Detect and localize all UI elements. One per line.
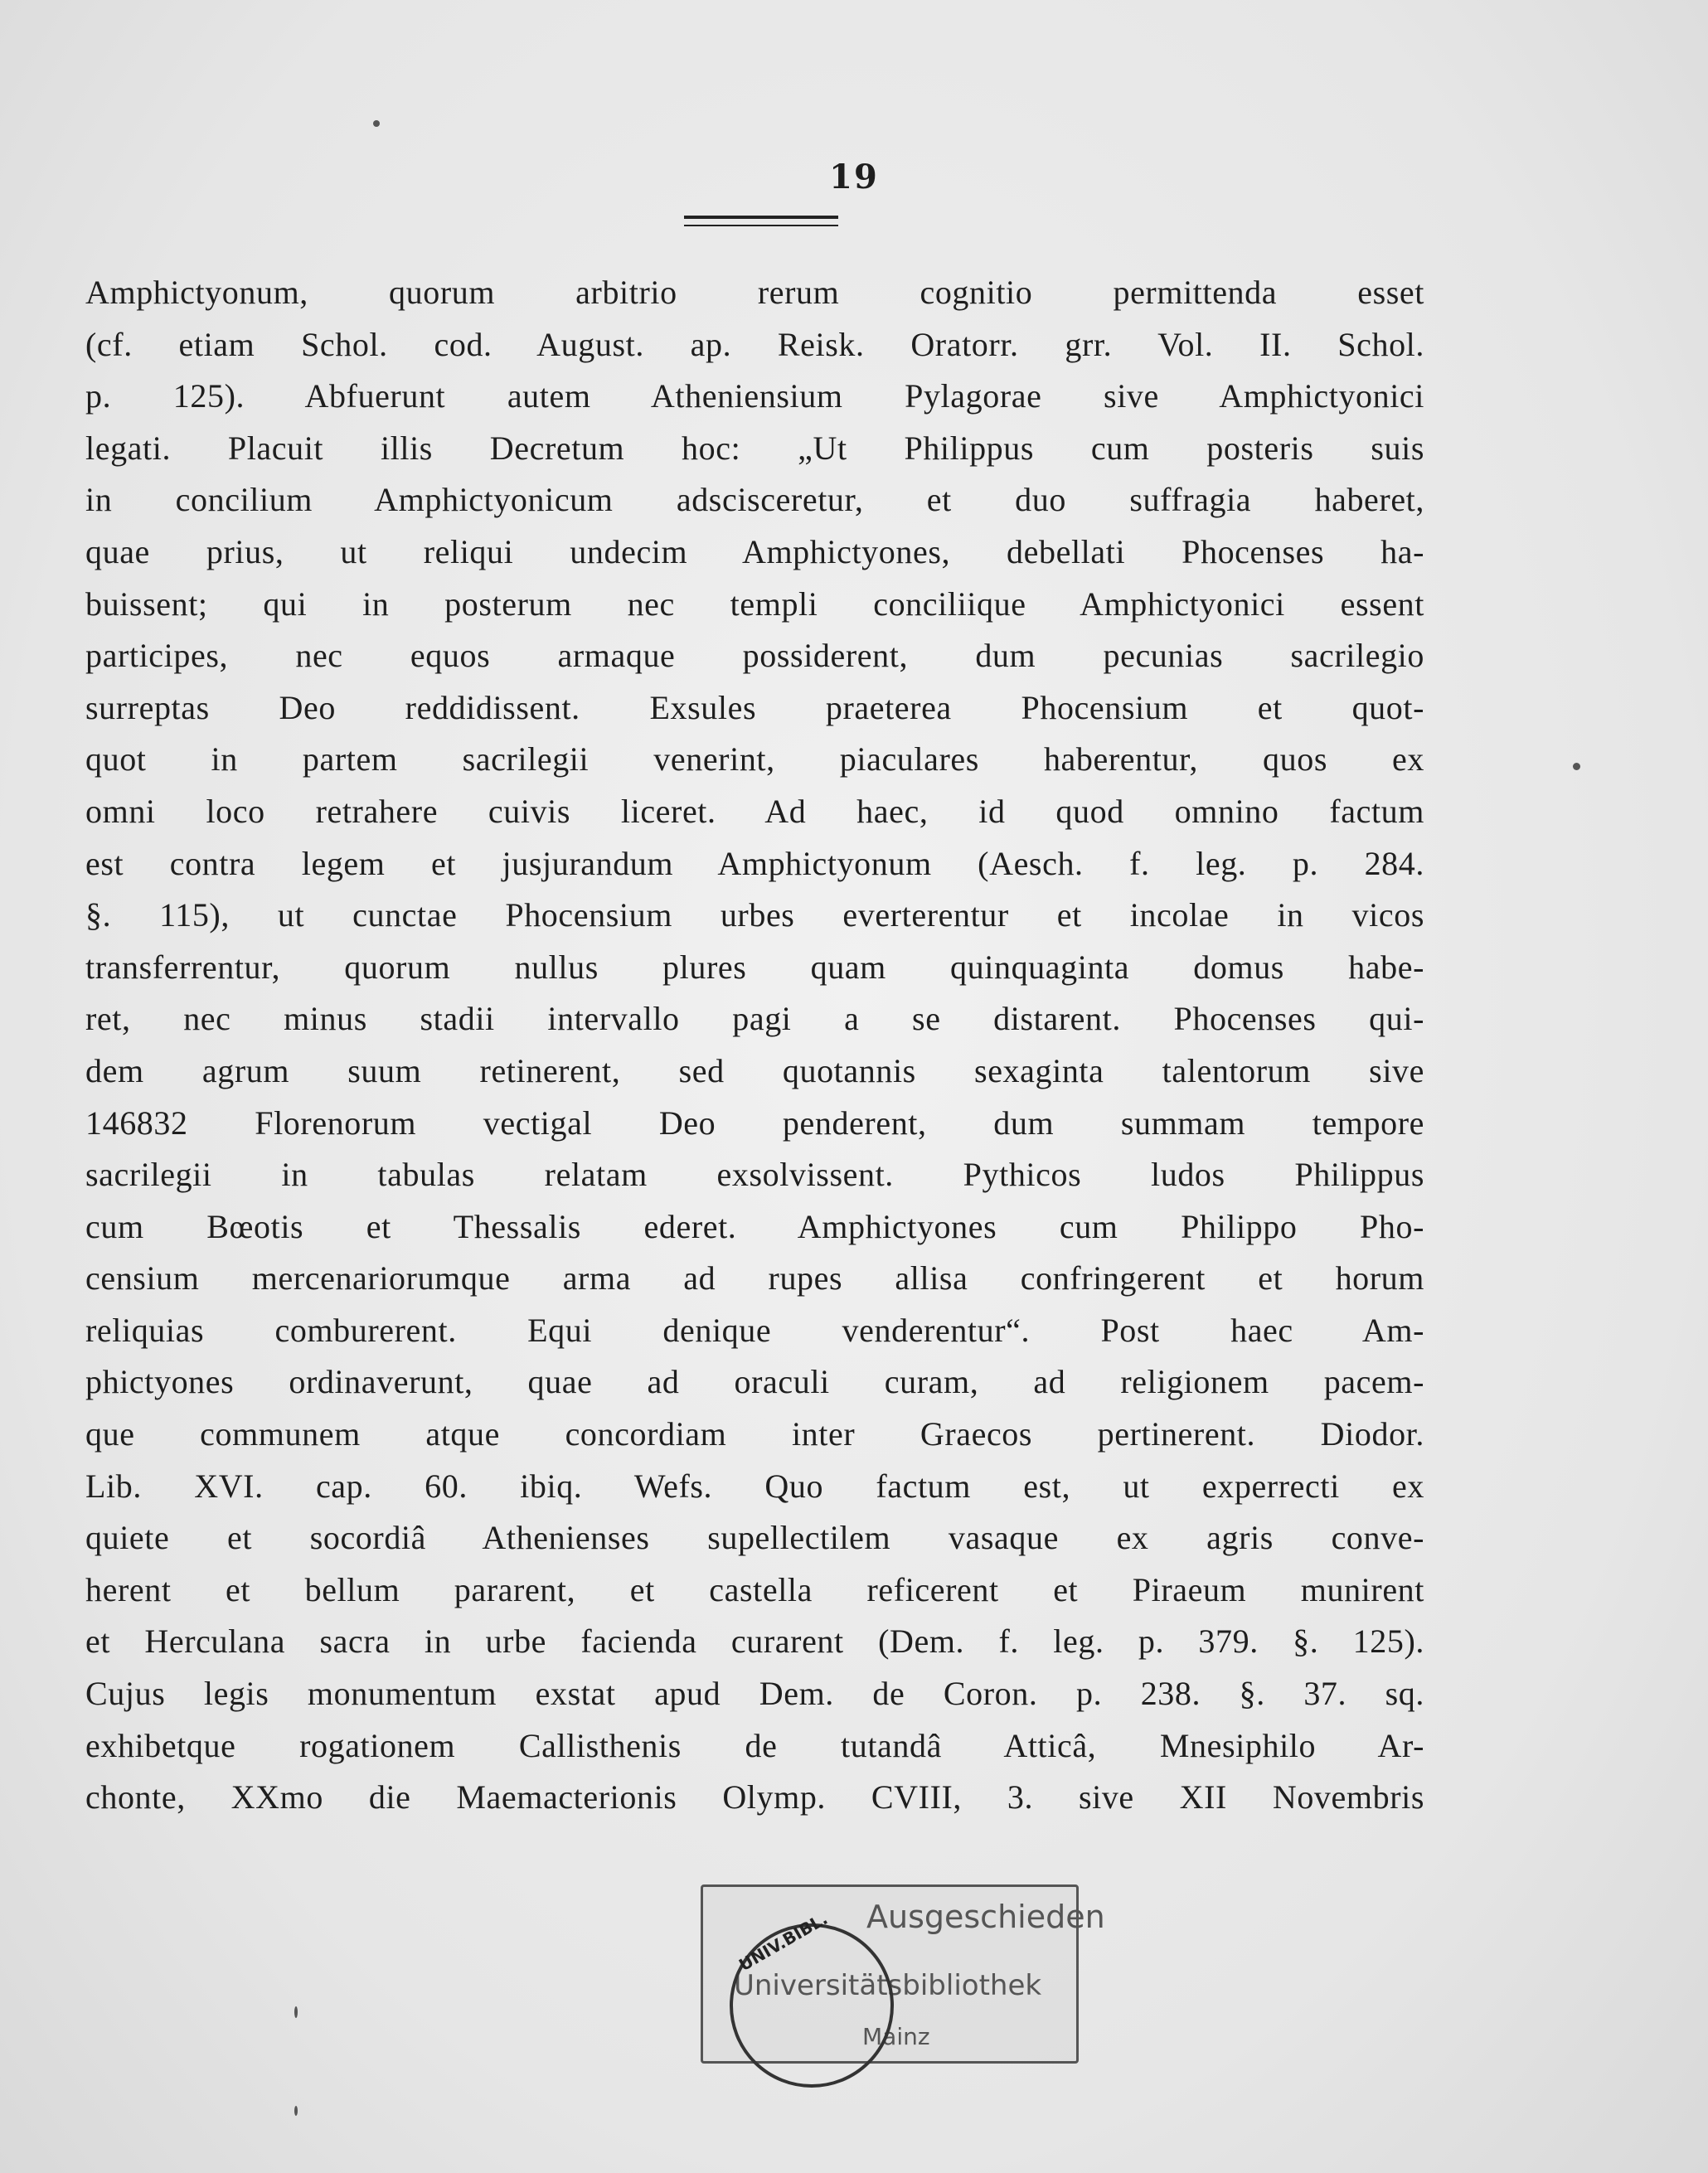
text-line: quot in partem sacrilegii venerint, piaculares haberentur, quos ex: [85, 740, 1424, 778]
ink-speck: [294, 2006, 298, 2018]
text-line: censium mercenariorumque arma ad rupes allisa confringerent et horum: [85, 1259, 1424, 1297]
round-seal-text: UNIV.BIBL.: [735, 1908, 832, 1976]
ink-speck: [294, 2106, 298, 2116]
stamp-text-line-2: Universitätsbibliothek: [734, 1969, 1042, 2002]
text-line: dem agrum suum retinerent, sed quotannis sexaginta talentorum sive: [85, 1051, 1424, 1089]
text-line: herent et bellum pararent, et castella reficerent et Piraeum munirent: [85, 1570, 1424, 1608]
ink-speck: [373, 120, 380, 127]
text-line: Lib. XVI. cap. 60. ibiq. Wefs. Quo factum est, ut experrecti ex: [85, 1467, 1424, 1505]
text-line: phictyones ordinaverunt, quae ad oraculi curam, ad religionem pacem-: [85, 1363, 1424, 1401]
text-line: 146832 Florenorum vectigal Deo penderent, dum summam tempore: [85, 1103, 1424, 1142]
text-line: participes, nec equos armaque possiderent, dum pecunias sacrilegio: [85, 637, 1424, 675]
text-line: in concilium Amphictyonicum adscisceretur, et duo suffragia haberet,: [85, 481, 1424, 519]
text-line: omni loco retrahere cuivis liceret. Ad haec, id quod omnino factum: [85, 792, 1424, 830]
text-line: quae prius, ut reliqui undecim Amphictyones, debellati Phocenses ha-: [85, 532, 1424, 570]
text-line: buissent; qui in posterum nec templi conciliique Amphictyonici essent: [85, 584, 1424, 623]
ink-speck: [1573, 763, 1580, 770]
text-line: ret, nec minus stadii intervallo pagi a se distarent. Phocenses qui-: [85, 1000, 1424, 1038]
text-line: legati. Placuit illis Decretum hoc: „Ut Philippus cum posteris suis: [85, 429, 1424, 467]
text-line: surreptas Deo reddidissent. Exsules praeterea Phocensium et quot-: [85, 688, 1424, 726]
text-line: Cujus legis monumentum exstat apud Dem. de Coron. p. 238. §. 37. sq.: [85, 1675, 1424, 1713]
text-line: sacrilegii in tabulas relatam exsolvissent. Pythicos ludos Philippus: [85, 1156, 1424, 1194]
body-text: [85, 267, 1424, 1824]
text-line: p. 125). Abfuerunt autem Atheniensium Pylagorae sive Amphictyonici: [85, 377, 1424, 415]
header-rule: [684, 216, 838, 226]
text-line: est contra legem et jusjurandum Amphictyonum (Aesch. f. leg. p. 284.: [85, 844, 1424, 882]
text-line: transferrentur, quorum nullus plures quam quinquaginta domus habe-: [85, 948, 1424, 986]
stamp-text-line-1: Ausgeschieden: [866, 1899, 1105, 1935]
text-line: que communem atque concordiam inter Graecos pertinerent. Diodor.: [85, 1415, 1424, 1453]
text-line: §. 115), ut cunctae Phocensium urbes everterentur et incolae in vicos: [85, 896, 1424, 934]
text-line: quiete et socordiâ Athenienses supellectilem vasaque ex agris conve-: [85, 1519, 1424, 1557]
text-line: (cf. etiam Schol. cod. August. ap. Reisk. Oratorr. grr. Vol. II. Schol.: [85, 325, 1424, 363]
page-number: 19: [829, 158, 879, 196]
text-line: reliquias comburerent. Equi denique venderentur“. Post haec Am-: [85, 1311, 1424, 1349]
text-line: exhibetque rogationem Callisthenis de tutandâ Atticâ, Mnesiphilo Ar-: [85, 1726, 1424, 1764]
stamp-text-line-3: Mainz: [862, 2023, 930, 2050]
text-line: cum Bœotis et Thessalis ederet. Amphictyones cum Philippo Pho-: [85, 1207, 1424, 1245]
text-line: Amphictyonum, quorum arbitrio rerum cognitio permittenda esset: [85, 274, 1424, 311]
text-line: et Herculana sacra in urbe facienda curarent (Dem. f. leg. p. 379. §. 125).: [85, 1622, 1424, 1661]
text-line: chonte, XXmo die Maemacterionis Olymp. CVIII, 3. sive XII Novembris: [85, 1778, 1424, 1816]
